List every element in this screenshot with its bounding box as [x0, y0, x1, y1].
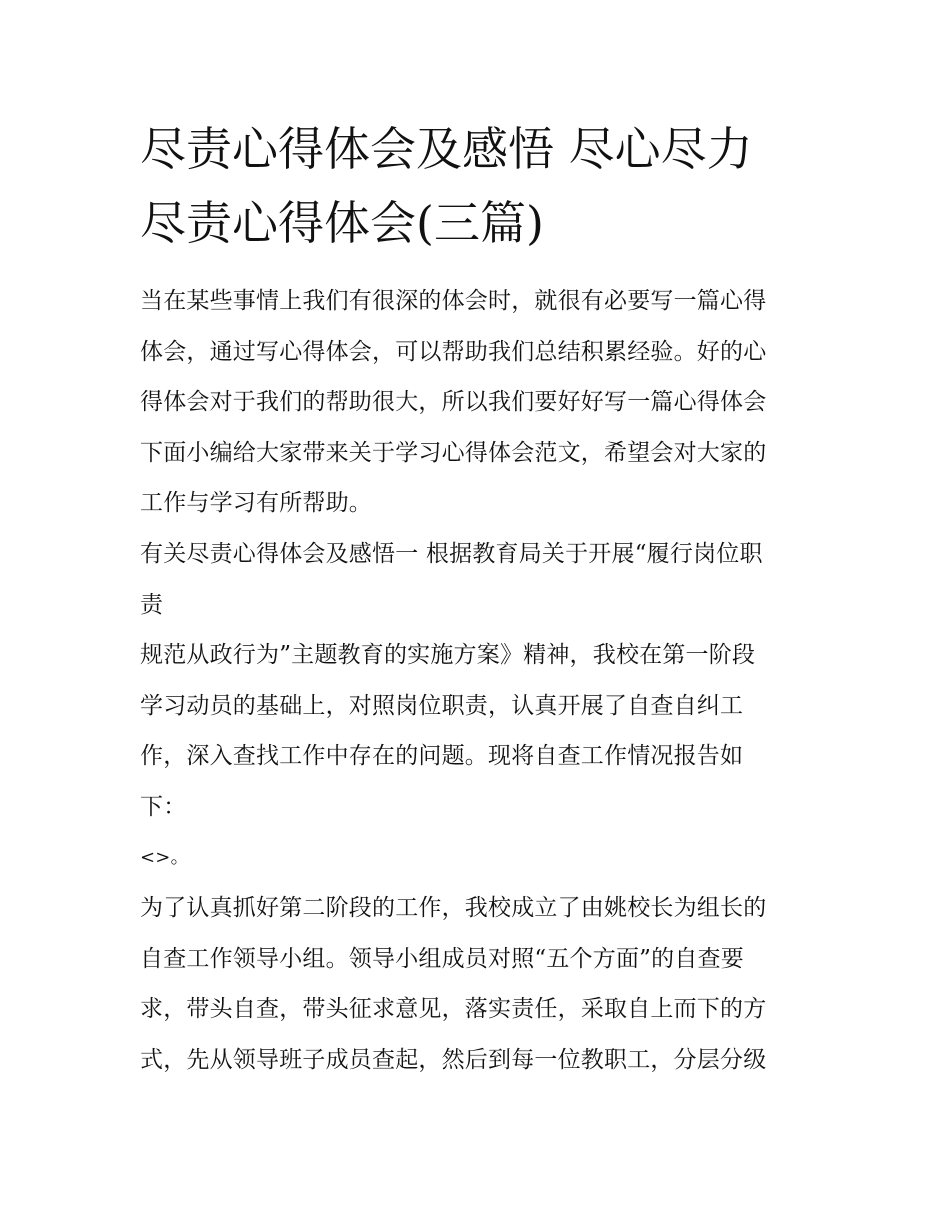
body-line: 作，深入查找工作中存在的问题。现将自查工作情况报告如 [140, 743, 744, 770]
body-line: 式，先从领导班子成员查起，然后到每一位教职工，分层分级 [140, 1046, 767, 1073]
document-body [140, 276, 830, 1086]
body-line: 求，带头自查，带头征求意见，落实责任，采取自上而下的方 [140, 996, 767, 1023]
body-line: 自查工作领导小组。领导小组成员对照“五个方面”的自查要 [140, 945, 744, 972]
body-line: 责 [140, 591, 164, 618]
title-line-2: 尽责心得体会(三篇) [140, 196, 544, 250]
body-line: 有关尽责心得体会及感悟一 根据教育局关于开展“履行岗位职 [140, 540, 763, 567]
body-line: 学习动员的基础上，对照岗位职责，认真开展了自查自纠工 [140, 692, 744, 719]
body-line: 规范从政行为”主题教育的实施方案》精神，我校在第一阶段 [140, 642, 756, 669]
body-line: 下面小编给大家带来关于学习心得体会范文，希望会对大家的 [140, 439, 767, 466]
title-line-1: 尽责心得体会及感悟 尽心尽力 [140, 122, 753, 176]
body-line: 工作与学习有所帮助。 [140, 490, 372, 517]
body-line: 为了认真抓好第二阶段的工作，我校成立了由姚校长为组长的 [140, 895, 767, 922]
body-line: <>。 [140, 846, 189, 868]
body-line: 体会，通过写心得体会，可以帮助我们总结积累经验。好的心 [140, 338, 767, 365]
document-title [140, 112, 830, 260]
body-line: 得体会对于我们的帮助很大，所以我们要好好写一篇心得体会 [140, 389, 767, 416]
body-line: 当在某些事情上我们有很深的体会时，就很有必要写一篇心得 [140, 288, 767, 314]
body-line: 下： [140, 793, 187, 820]
